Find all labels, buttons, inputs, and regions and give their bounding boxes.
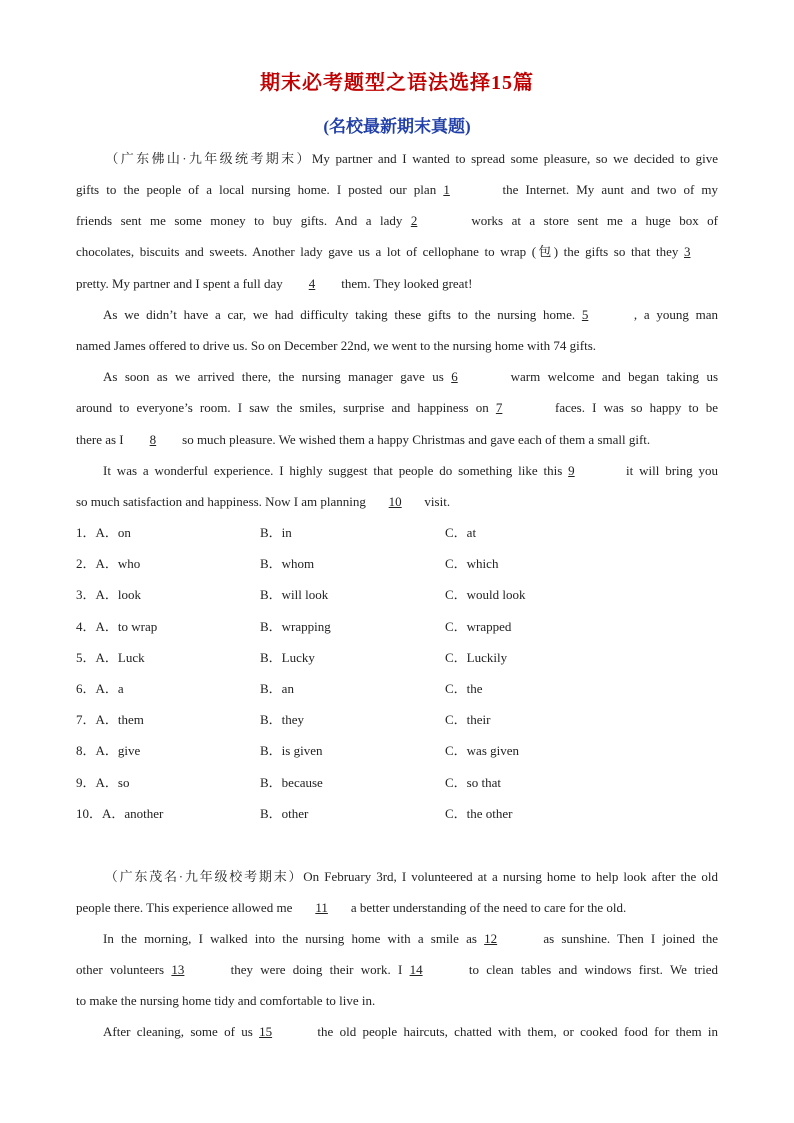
blank-5[interactable]: 5 xyxy=(581,307,589,322)
text: the old people haircuts, chatted with them, or cooked food for them in xyxy=(317,1024,719,1039)
option-a[interactable]: A．on xyxy=(95,525,131,540)
text: After cleaning, some of us xyxy=(103,1024,253,1039)
option-c[interactable]: C．their xyxy=(445,712,491,728)
text: so much satisfaction and happiness. Now I am planning xyxy=(76,494,366,509)
option-row xyxy=(76,611,736,642)
blank-9[interactable]: 9 xyxy=(568,463,575,478)
option-a[interactable]: A．so xyxy=(95,774,130,790)
option-b[interactable]: B．they xyxy=(260,712,305,728)
passage1-line-3 xyxy=(76,205,718,236)
text: a better understanding of the need to care for the old. xyxy=(350,900,627,915)
passage2-line-4 xyxy=(76,954,718,985)
option-a[interactable]: A．who xyxy=(95,556,141,572)
option-a[interactable]: A．them xyxy=(95,712,144,728)
blank-12[interactable]: 12 xyxy=(484,931,498,946)
text: to make the nursing home tidy and comfortable to live in. xyxy=(76,993,376,1008)
option-b[interactable]: B．wrapping xyxy=(260,618,331,634)
option-c[interactable]: C．which xyxy=(445,556,499,572)
text: they were doing their work. I xyxy=(230,962,403,977)
question-number: 10． xyxy=(76,805,103,821)
passage2-source: （广东茂名·九年级校考期末） xyxy=(103,869,304,884)
option-a[interactable]: A．Luck xyxy=(95,649,145,665)
text: to clean tables and windows first. We tried xyxy=(468,962,719,977)
blank-2[interactable]: 2 xyxy=(410,213,418,228)
option-c[interactable]: C．wrapped xyxy=(445,618,512,634)
passage1-source: （广东佛山·九年级统考期末） xyxy=(103,151,312,166)
text: chocolates, biscuits and sweets. Another lady gave us a lot of cellophane to wrap (包) the gifts so that they xyxy=(76,244,679,259)
option-b[interactable]: B．Lucky xyxy=(260,649,315,665)
option-a-cell xyxy=(76,798,163,829)
option-b[interactable]: B．because xyxy=(260,774,323,790)
option-b[interactable]: B．whom xyxy=(260,556,315,572)
text: faces. I was so happy to be xyxy=(555,400,719,415)
text: As soon as we arrived there, the nursing manager gave us xyxy=(103,369,444,384)
passage2-line-6 xyxy=(76,1016,718,1047)
text: named James offered to drive us. So on December 22nd, we went to the nursing home with 74 gifts. xyxy=(76,338,597,353)
option-b[interactable]: B．an xyxy=(260,681,294,696)
option-c[interactable]: C．was given xyxy=(445,743,520,759)
option-b[interactable]: B．in xyxy=(260,525,292,540)
option-row xyxy=(76,642,736,673)
question-number: 4． xyxy=(76,618,96,634)
option-c[interactable]: C．so that xyxy=(445,774,501,790)
option-a-cell xyxy=(76,642,145,673)
blank-13[interactable]: 13 xyxy=(171,962,185,977)
passage1-line-10 xyxy=(76,424,718,455)
passage1-line-5 xyxy=(76,268,718,299)
question-number: 7． xyxy=(76,712,96,728)
option-a-cell xyxy=(76,735,140,766)
passage1-line-8 xyxy=(76,361,718,392)
blank-6[interactable]: 6 xyxy=(451,369,458,384)
option-row xyxy=(76,767,736,798)
text: pretty. My partner and I spent a full day xyxy=(76,276,283,291)
question-number: 5． xyxy=(76,649,96,665)
text: as sunshine. Then I joined the xyxy=(543,931,719,946)
text: As we didn’t have a car, we had difficulty taking these gifts to the nursing home. xyxy=(103,307,576,322)
option-a[interactable]: A．give xyxy=(95,743,141,759)
passage1-line-6 xyxy=(76,299,718,330)
passage1-line-4 xyxy=(76,236,718,267)
passage2-line-3 xyxy=(76,923,718,954)
passage1-line-2 xyxy=(76,174,718,205)
option-row xyxy=(76,673,736,704)
option-row xyxy=(76,735,736,766)
passage2-line-2 xyxy=(76,892,718,923)
blank-1[interactable]: 1 xyxy=(443,182,450,197)
blank-4[interactable]: 4 xyxy=(308,276,316,291)
blank-3[interactable]: 3 xyxy=(684,244,691,259)
blank-8[interactable]: 8 xyxy=(149,432,157,447)
text: In the morning, I walked into the nursing home with a smile as xyxy=(103,931,477,946)
text: people there. This experience allowed me xyxy=(76,900,293,915)
question-number: 8． xyxy=(76,743,96,759)
text: visit. xyxy=(424,494,451,509)
option-row xyxy=(76,548,736,579)
passage1-line-12 xyxy=(76,486,718,517)
option-c[interactable]: C．would look xyxy=(445,587,526,603)
text: It was a wonderful experience. I highly suggest that people do something like this xyxy=(103,463,563,478)
text: them. They looked great! xyxy=(341,276,473,291)
passage1-line-11 xyxy=(76,455,718,486)
passage1-line-1 xyxy=(76,143,718,174)
text: there as I xyxy=(76,432,124,447)
option-row xyxy=(76,704,736,735)
option-a-cell xyxy=(76,611,157,642)
text: around to everyone’s room. I saw the smiles, surprise and happiness on xyxy=(76,400,489,415)
option-c[interactable]: C．the xyxy=(445,681,483,696)
text: On February 3rd, I volunteered at a nursing home to help look after the old xyxy=(303,869,718,884)
option-b[interactable]: B．is given xyxy=(260,743,323,759)
question-number: 9． xyxy=(76,774,96,790)
text: friends sent me some money to buy gifts. And a lady xyxy=(76,213,403,228)
page-title: 期末必考题型之语法选择15篇 xyxy=(260,72,534,94)
text: My partner and I wanted to spread some pleasure, so we decided to give xyxy=(311,151,718,166)
text: other volunteers xyxy=(76,962,165,977)
option-a-cell xyxy=(76,579,141,610)
option-a-cell xyxy=(76,673,124,704)
option-row xyxy=(76,798,736,829)
text: , a young man xyxy=(633,307,718,322)
option-a[interactable]: A．a xyxy=(95,681,124,696)
option-a[interactable]: A．to wrap xyxy=(95,618,158,634)
option-c[interactable]: C．Luckily xyxy=(445,649,508,665)
option-c[interactable]: C．the other xyxy=(445,805,513,821)
question-number: 3． xyxy=(76,587,96,603)
blank-14[interactable]: 14 xyxy=(409,962,423,977)
page-subtitle: (名校最新期末真题) xyxy=(323,117,471,136)
option-b[interactable]: B．will look xyxy=(260,587,329,603)
blank-10[interactable]: 10 xyxy=(388,494,402,509)
passage2-line-5 xyxy=(76,985,718,1016)
blank-7[interactable]: 7 xyxy=(495,400,503,415)
option-b[interactable]: B．other xyxy=(260,805,309,821)
text: works at a store sent me a huge box of xyxy=(471,213,719,228)
option-a[interactable]: A．look xyxy=(95,587,142,603)
option-c[interactable]: C．at xyxy=(445,525,477,540)
option-row xyxy=(76,579,736,610)
blank-15[interactable]: 15 xyxy=(259,1024,273,1039)
question-number: 1． xyxy=(76,525,96,540)
question-number: 2． xyxy=(76,556,96,572)
text: the Internet. My aunt and two of my xyxy=(502,182,719,197)
option-a[interactable]: A．another xyxy=(102,805,164,821)
passage2-line-1 xyxy=(76,861,718,892)
blank-11[interactable]: 11 xyxy=(315,900,328,915)
text: it will bring you xyxy=(626,463,719,478)
option-a-cell xyxy=(76,767,129,798)
passage1-line-7 xyxy=(76,330,718,361)
text: so much pleasure. We wished them a happy Christmas and gave each of them a small gift. xyxy=(182,432,651,447)
text: gifts to the people of a local nursing home. I posted our plan xyxy=(76,182,437,197)
question-number: 6． xyxy=(76,681,96,696)
option-a-cell xyxy=(76,548,140,579)
option-a-cell xyxy=(76,517,131,548)
option-row xyxy=(76,517,736,548)
passage1-line-9 xyxy=(76,392,718,423)
option-a-cell xyxy=(76,704,144,735)
text: warm welcome and began taking us xyxy=(510,369,719,384)
